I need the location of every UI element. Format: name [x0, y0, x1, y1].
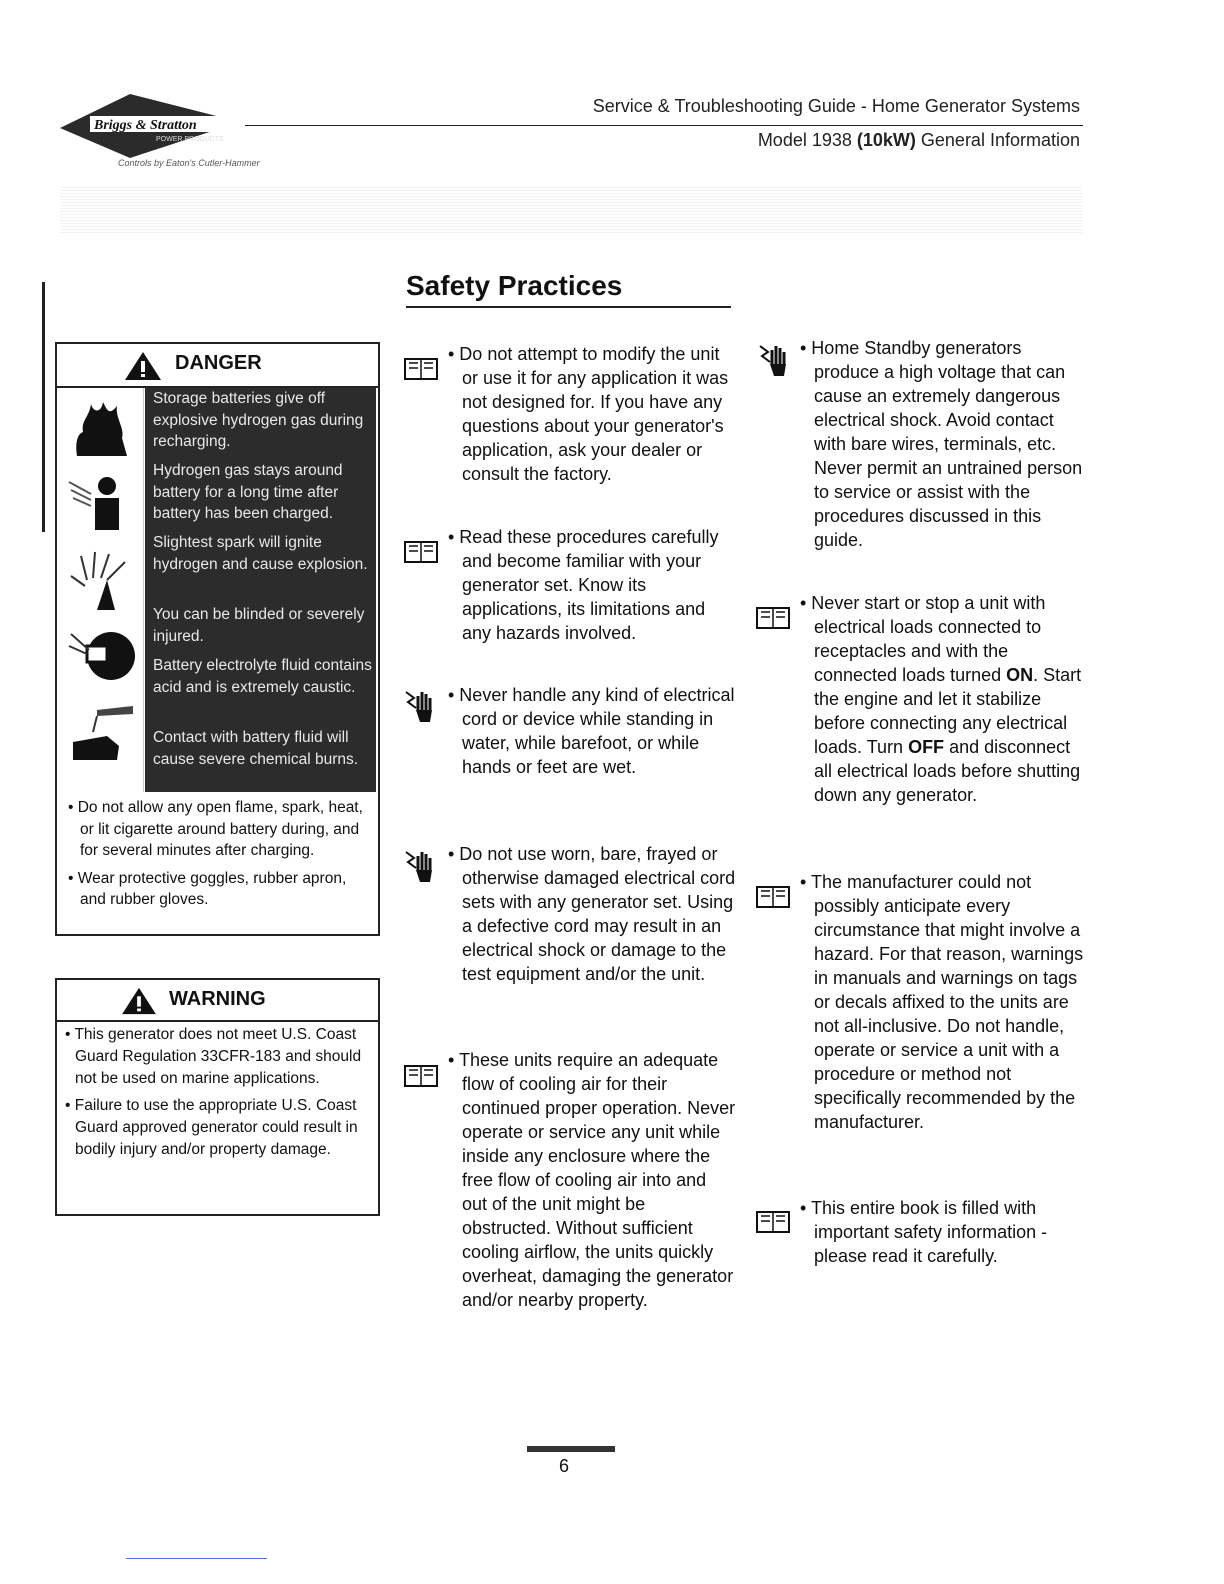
logo-tagline: Controls by Eaton's Cutler-Hammer	[118, 158, 260, 168]
warning-header	[57, 980, 378, 1022]
safety-bullet: • These units require an adequate flow of cooling air for their continued proper operation. Never operate or service any unit while inside any enclosure where the free flow of cooling air into and out of the unit might be obstructed. Without sufficient cooling airflow, the units quickly overheat, damaging the generator and/or nearby property.	[448, 1050, 736, 1310]
goggles-icon	[67, 624, 137, 686]
safety-bullet: • Do not attempt to modify the unit or use it for any application it was not designed for. If you have any questions about your generator's application, ask your dealer or consult the factory.	[448, 344, 729, 484]
footer-line	[126, 1558, 267, 1559]
shock-hand-icon	[404, 848, 438, 884]
danger-item: You can be blinded or severely injured.	[153, 606, 365, 645]
safety-bullet: • Read these procedures carefully and become familiar with your generator set. Know its applications, its limitations and any hazards involved.	[448, 527, 719, 643]
book-icon	[404, 538, 438, 564]
gas-inhalation-icon	[67, 472, 137, 534]
safety-bullet: • Home Standby generators produce a high voltage that can cause an extremely dangerous electrical shock. Avoid contact with bare wires, terminals, etc. Never permit an untrained person to service or assist with the procedures discussed in this guide.	[800, 338, 1083, 550]
logo-text: Briggs & Stratton	[94, 118, 197, 133]
explosion-icon	[67, 550, 137, 612]
fire-icon	[67, 398, 137, 460]
book-icon	[756, 604, 790, 630]
logo-sub: POWER PRODUCTS	[156, 136, 224, 143]
safety-bullet: • Never start or stop a unit with electrical loads connected to receptacles and with the connected loads turned ON. Start the engine and let it stabilize before connecting any electrical loads. Turn OFF and disconnect all electrical loads before shutting down any generator.	[800, 593, 1082, 805]
shock-hand-icon	[404, 688, 438, 724]
book-icon	[404, 1062, 438, 1088]
danger-label: DANGER	[175, 352, 262, 374]
warning-bullet: • This generator does not meet U.S. Coast Guard Regulation 33CFR-183 and should not be used on marine applications.	[65, 1026, 362, 1087]
header-model-line: Model 1938 (10kW) General Information	[757, 130, 1080, 150]
warning-box	[55, 978, 380, 1216]
header-rule	[245, 125, 1083, 126]
page-number-bar	[527, 1446, 615, 1452]
warning-triangle-icon	[123, 350, 163, 382]
danger-item: Slightest spark will ignite hydrogen and cause explosion.	[153, 534, 368, 573]
danger-header	[57, 344, 378, 388]
safety-bullet: • The manufacturer could not possibly anticipate every circumstance that might involve a hazard. For that reason, warnings in manuals and warnings on tags or decals affixed to the units are not all-inclusive. Do not handle, operate or service a unit with a procedure or method not specifically recommended by the manufacturer.	[800, 872, 1084, 1132]
safety-bullet: • Do not use worn, bare, frayed or otherwise damaged electrical cord sets with any generator set. Using a defective cord may result in an electrical shock or damage to the test equipment and/or the unit.	[448, 844, 736, 984]
margin-bar	[42, 282, 45, 532]
danger-box	[55, 342, 380, 936]
danger-item: Battery electrolyte fluid contains acid and is extremely caustic.	[153, 657, 372, 696]
acid-pour-icon	[67, 702, 137, 764]
shock-hand-icon	[758, 342, 792, 378]
book-icon	[756, 883, 790, 909]
danger-item: Storage batteries give off explosive hydrogen gas during recharging.	[153, 390, 364, 450]
book-icon	[756, 1208, 790, 1234]
hazard-icon-column	[59, 388, 144, 792]
danger-item: Hydrogen gas stays around battery for a long time after battery has been charged.	[153, 462, 343, 522]
warning-label: WARNING	[169, 988, 266, 1010]
warning-bullet: • Failure to use the appropriate U.S. Coast Guard approved generator could result in bodily injury and/or property damage.	[65, 1097, 358, 1158]
page-number: 6	[559, 1456, 570, 1476]
header-dither-band	[60, 185, 1082, 233]
safety-bullet: • Never handle any kind of electrical cord or device while standing in water, while barefoot, or while hands or feet are wet.	[448, 685, 735, 777]
warning-bullets	[63, 1024, 375, 1167]
warning-triangle-icon	[119, 986, 159, 1016]
header-guide-title: Service & Troubleshooting Guide - Home Generator Systems	[592, 96, 1080, 116]
page-title: Safety Practices	[406, 270, 623, 301]
title-rule	[406, 306, 731, 308]
danger-bullets	[65, 797, 375, 917]
safety-bullet: • This entire book is filled with important safety information - please read it carefully.	[800, 1198, 1048, 1266]
danger-bullet: • Do not allow any open flame, spark, heat, or lit cigarette around battery during, and for several minutes after charging.	[68, 799, 363, 859]
danger-item: Contact with battery fluid will cause severe chemical burns.	[153, 729, 359, 768]
book-icon	[404, 355, 438, 381]
danger-bullet: • Wear protective goggles, rubber apron, and rubber gloves.	[68, 869, 347, 908]
